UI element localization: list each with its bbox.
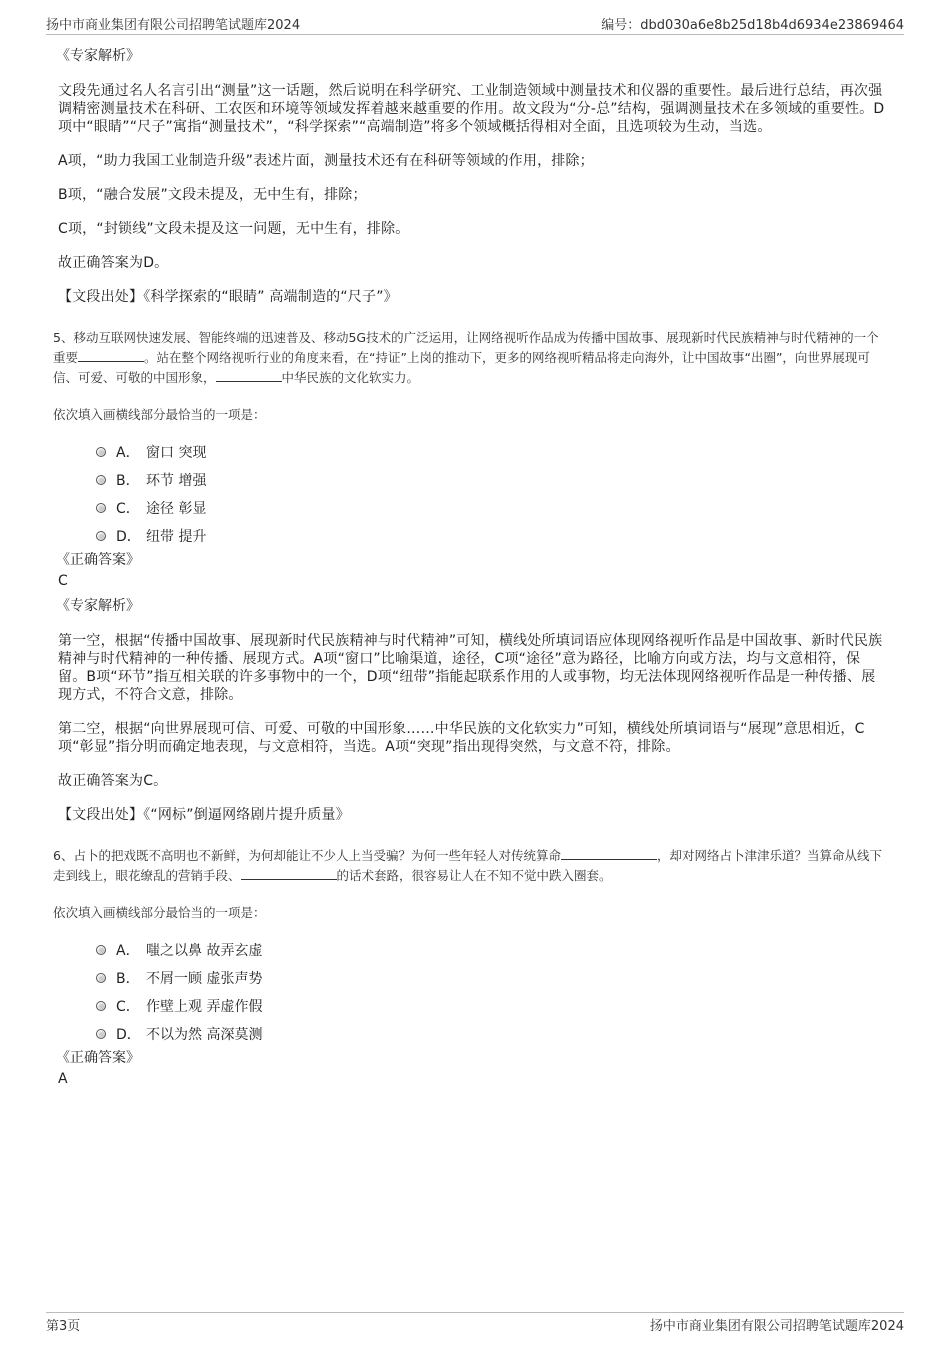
question-prompt: 依次填入画横线部分最恰当的一项是： bbox=[53, 905, 266, 920]
options-list bbox=[96, 438, 888, 550]
radio-icon[interactable] bbox=[96, 945, 106, 955]
option-c[interactable]: C． 途径 彰显 bbox=[96, 494, 888, 522]
source-citation: 【文段出处】《科学探索的“眼睛” 高端制造的“尺子”》 bbox=[58, 289, 398, 305]
answer-label: 《正确答案》 bbox=[56, 552, 140, 568]
question-text: 6、占卜的把戏既不高明也不新鲜，为何却能让不少人上当受骗？为何一些年轻人对传统算命 bbox=[53, 848, 561, 863]
question-6 bbox=[53, 846, 888, 886]
radio-icon[interactable] bbox=[96, 447, 106, 457]
analysis-paragraph: 文段先通过名人名言引出“测量”这一话题，然后说明在科学研究、工业制造领域中测量技术和仪器的重要性。最后进行总结，再次强调精密测量技术在科研、工农医和环境等领域发挥着越来越重要的作用。故文段为“分-总”结构，强调测量技术在多领域的重要性。D项中“眼睛”“尺子”寓指“测量技术”，“科学探索”“高端制造”将多个领域概括得相对全面，且选项较为生动，当选。 bbox=[58, 83, 885, 135]
header-title: 扬中市商业集团有限公司招聘笔试题库2024 bbox=[46, 18, 301, 33]
question-text: ，却对网络占卜津津乐道？当算命从线下走到线上，眼花缭乱的营销手段、 bbox=[53, 848, 882, 883]
question-text: 的话术套路，很容易让人在不知不觉中跌入圈套。 bbox=[336, 868, 612, 883]
answer-label: 《正确答案》 bbox=[56, 1050, 140, 1066]
question-text: 中华民族的文化软实力。 bbox=[281, 370, 420, 385]
question-5 bbox=[53, 328, 888, 388]
source-citation: 【文段出处】《“网标”倒逼网络剧片提升质量》 bbox=[58, 807, 350, 823]
analysis-paragraph: C项，“封锁线”文段未提及这一问题，无中生有，排除。 bbox=[58, 221, 410, 237]
question-text: 。站在整个网络视听行业的角度来看，在“持证”上岗的推动下，更多的网络视听精品将走向海外，让中国故事“出圈”，向世界展现可信、可爱、可敬的中国形象， bbox=[53, 350, 870, 385]
radio-icon[interactable] bbox=[96, 531, 106, 541]
page-header bbox=[46, 14, 904, 35]
answer-value: C bbox=[58, 573, 68, 589]
page-content bbox=[53, 40, 888, 1088]
analysis-paragraph: 第二空，根据“向世界展现可信、可爱、可敬的中国形象……中华民族的文化软实力”可知，横线处所填词语与“展现”意思相近，C项“彰显”指分明而确定地表现，与文意相符，当选。A项“突现”指出现得突然，与文意不符，排除。 bbox=[58, 721, 865, 755]
options-list bbox=[96, 936, 888, 1048]
option-d[interactable]: D． 不以为然 高深莫测 bbox=[96, 1020, 888, 1048]
footer-title: 扬中市商业集团有限公司招聘笔试题库2024 bbox=[649, 1319, 904, 1334]
page-number: 第3页 bbox=[46, 1319, 81, 1334]
option-a[interactable]: A． 嗤之以鼻 故弄玄虚 bbox=[96, 936, 888, 964]
analysis-paragraph: B项，“融合发展”文段未提及，无中生有，排除； bbox=[58, 187, 367, 203]
radio-icon[interactable] bbox=[96, 1001, 106, 1011]
radio-icon[interactable] bbox=[96, 475, 106, 485]
analysis-label: 《专家解析》 bbox=[56, 48, 140, 64]
radio-icon[interactable] bbox=[96, 973, 106, 983]
fill-blank bbox=[78, 349, 144, 362]
analysis-paragraph: A项，“助力我国工业制造升级”表述片面，测量技术还有在科研等领域的作用，排除； bbox=[58, 153, 594, 169]
header-doc-id: 编号：dbd030a6e8b25d18b4d6934e23869464 bbox=[601, 18, 904, 33]
option-b[interactable]: B． 环节 增强 bbox=[96, 466, 888, 494]
fill-blank bbox=[241, 867, 337, 880]
analysis-label: 《专家解析》 bbox=[56, 598, 140, 614]
option-d[interactable]: D． 纽带 提升 bbox=[96, 522, 888, 550]
answer-value: A bbox=[58, 1071, 68, 1087]
page-footer bbox=[46, 1312, 904, 1337]
radio-icon[interactable] bbox=[96, 1029, 106, 1039]
conclusion: 故正确答案为C。 bbox=[58, 773, 168, 789]
question-prompt: 依次填入画横线部分最恰当的一项是： bbox=[53, 407, 266, 422]
option-c[interactable]: C． 作壁上观 弄虚作假 bbox=[96, 992, 888, 1020]
analysis-paragraph: 第一空，根据“传播中国故事、展现新时代民族精神与时代精神”可知，横线处所填词语应体现网络视听作品是中国故事、新时代民族精神与时代精神的一种传播、展现方式。A项“窗口”比喻渠道，途径，C项“途径”意为路径，比喻方向或方法，均与文意相符，保留。B项“环节”指互相关联的许多事物中的一个，D项“纽带”指能起联系作用的人或事物，均无法体现网络视听作品是一种传播、展现方式，不符合文意，排除。 bbox=[58, 633, 883, 703]
fill-blank bbox=[216, 369, 282, 382]
conclusion: 故正确答案为D。 bbox=[58, 255, 169, 271]
question-text: 5、移动互联网快速发展、智能终端的迅速普及、移动5G技术的广泛运用，让网络视听作品成为传播中国故事、展现新时代民族精神与时代精神的一个重要 bbox=[53, 330, 879, 365]
option-b[interactable]: B． 不屑一顾 虚张声势 bbox=[96, 964, 888, 992]
fill-blank bbox=[561, 847, 657, 860]
option-a[interactable]: A． 窗口 突现 bbox=[96, 438, 888, 466]
radio-icon[interactable] bbox=[96, 503, 106, 513]
